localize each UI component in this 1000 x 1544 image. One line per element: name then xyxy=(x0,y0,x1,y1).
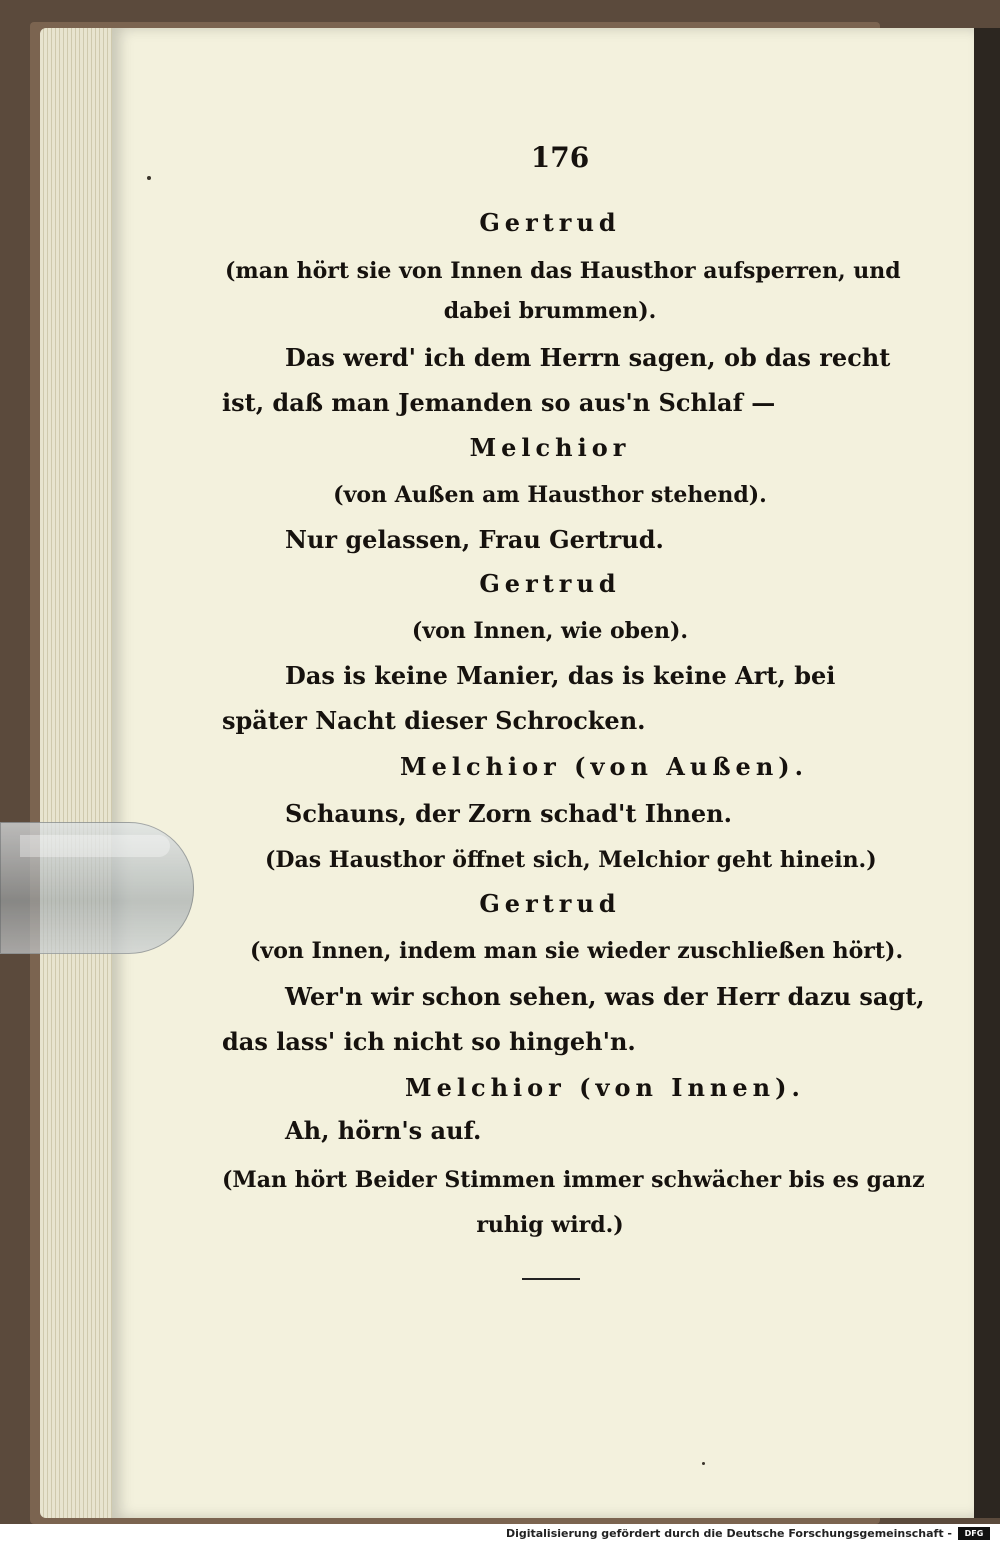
stage-direction: (von Außen am Hausthor stehend). xyxy=(333,482,767,508)
stage-direction: (man hört sie von Innen das Hausthor aufsperren, und xyxy=(225,258,901,284)
speech-line: Nur gelassen, Frau Gertrud. xyxy=(285,525,664,554)
speech-line: später Nacht dieser Schrocken. xyxy=(222,706,646,735)
speaker-heading: Melchior (von Innen). xyxy=(405,1073,805,1102)
stage-direction: (Man hört Beider Stimmen immer schwächer bis es ganz xyxy=(222,1167,925,1193)
speaker-heading: Gertrud xyxy=(479,208,621,237)
speech-line: Das is keine Manier, das is keine Art, bei xyxy=(285,661,836,690)
speech-line: Das werd' ich dem Herrn sagen, ob das recht xyxy=(285,343,891,372)
stage-direction: (von Innen, wie oben). xyxy=(411,618,689,644)
speech-line: ist, daß man Jemanden so aus'n Schlaf — xyxy=(222,388,776,417)
stage-direction: dabei brummen). xyxy=(443,298,657,324)
speech-line: das lass' ich nicht so hingeh'n. xyxy=(222,1027,636,1056)
dfg-logo: DFG xyxy=(958,1527,990,1540)
stage-direction: (von Innen, indem man sie wieder zuschließen hört). xyxy=(250,938,904,964)
digitization-credit: Digitalisierung gefördert durch die Deutsche Forschungsgemeinschaft - xyxy=(505,1527,952,1540)
end-rule xyxy=(522,1278,580,1280)
stage-direction: (Das Hausthor öffnet sich, Melchior geht hinein.) xyxy=(265,847,877,873)
speech-line: Wer'n wir schon sehen, was der Herr dazu sagt, xyxy=(285,982,925,1011)
speaker-heading: Melchior xyxy=(469,433,631,462)
speech-line: Schauns, der Zorn schad't Ihnen. xyxy=(285,799,732,828)
thumb-holder-highlight xyxy=(20,835,170,857)
speech-line: Ah, hörn's auf. xyxy=(285,1116,482,1145)
page-number: 176 xyxy=(530,141,590,174)
speaker-heading: Gertrud xyxy=(479,569,621,598)
stage-direction: ruhig wird.) xyxy=(476,1212,624,1238)
speaker-heading: Gertrud xyxy=(479,889,621,918)
speaker-heading: Melchior (von Außen). xyxy=(400,752,808,781)
